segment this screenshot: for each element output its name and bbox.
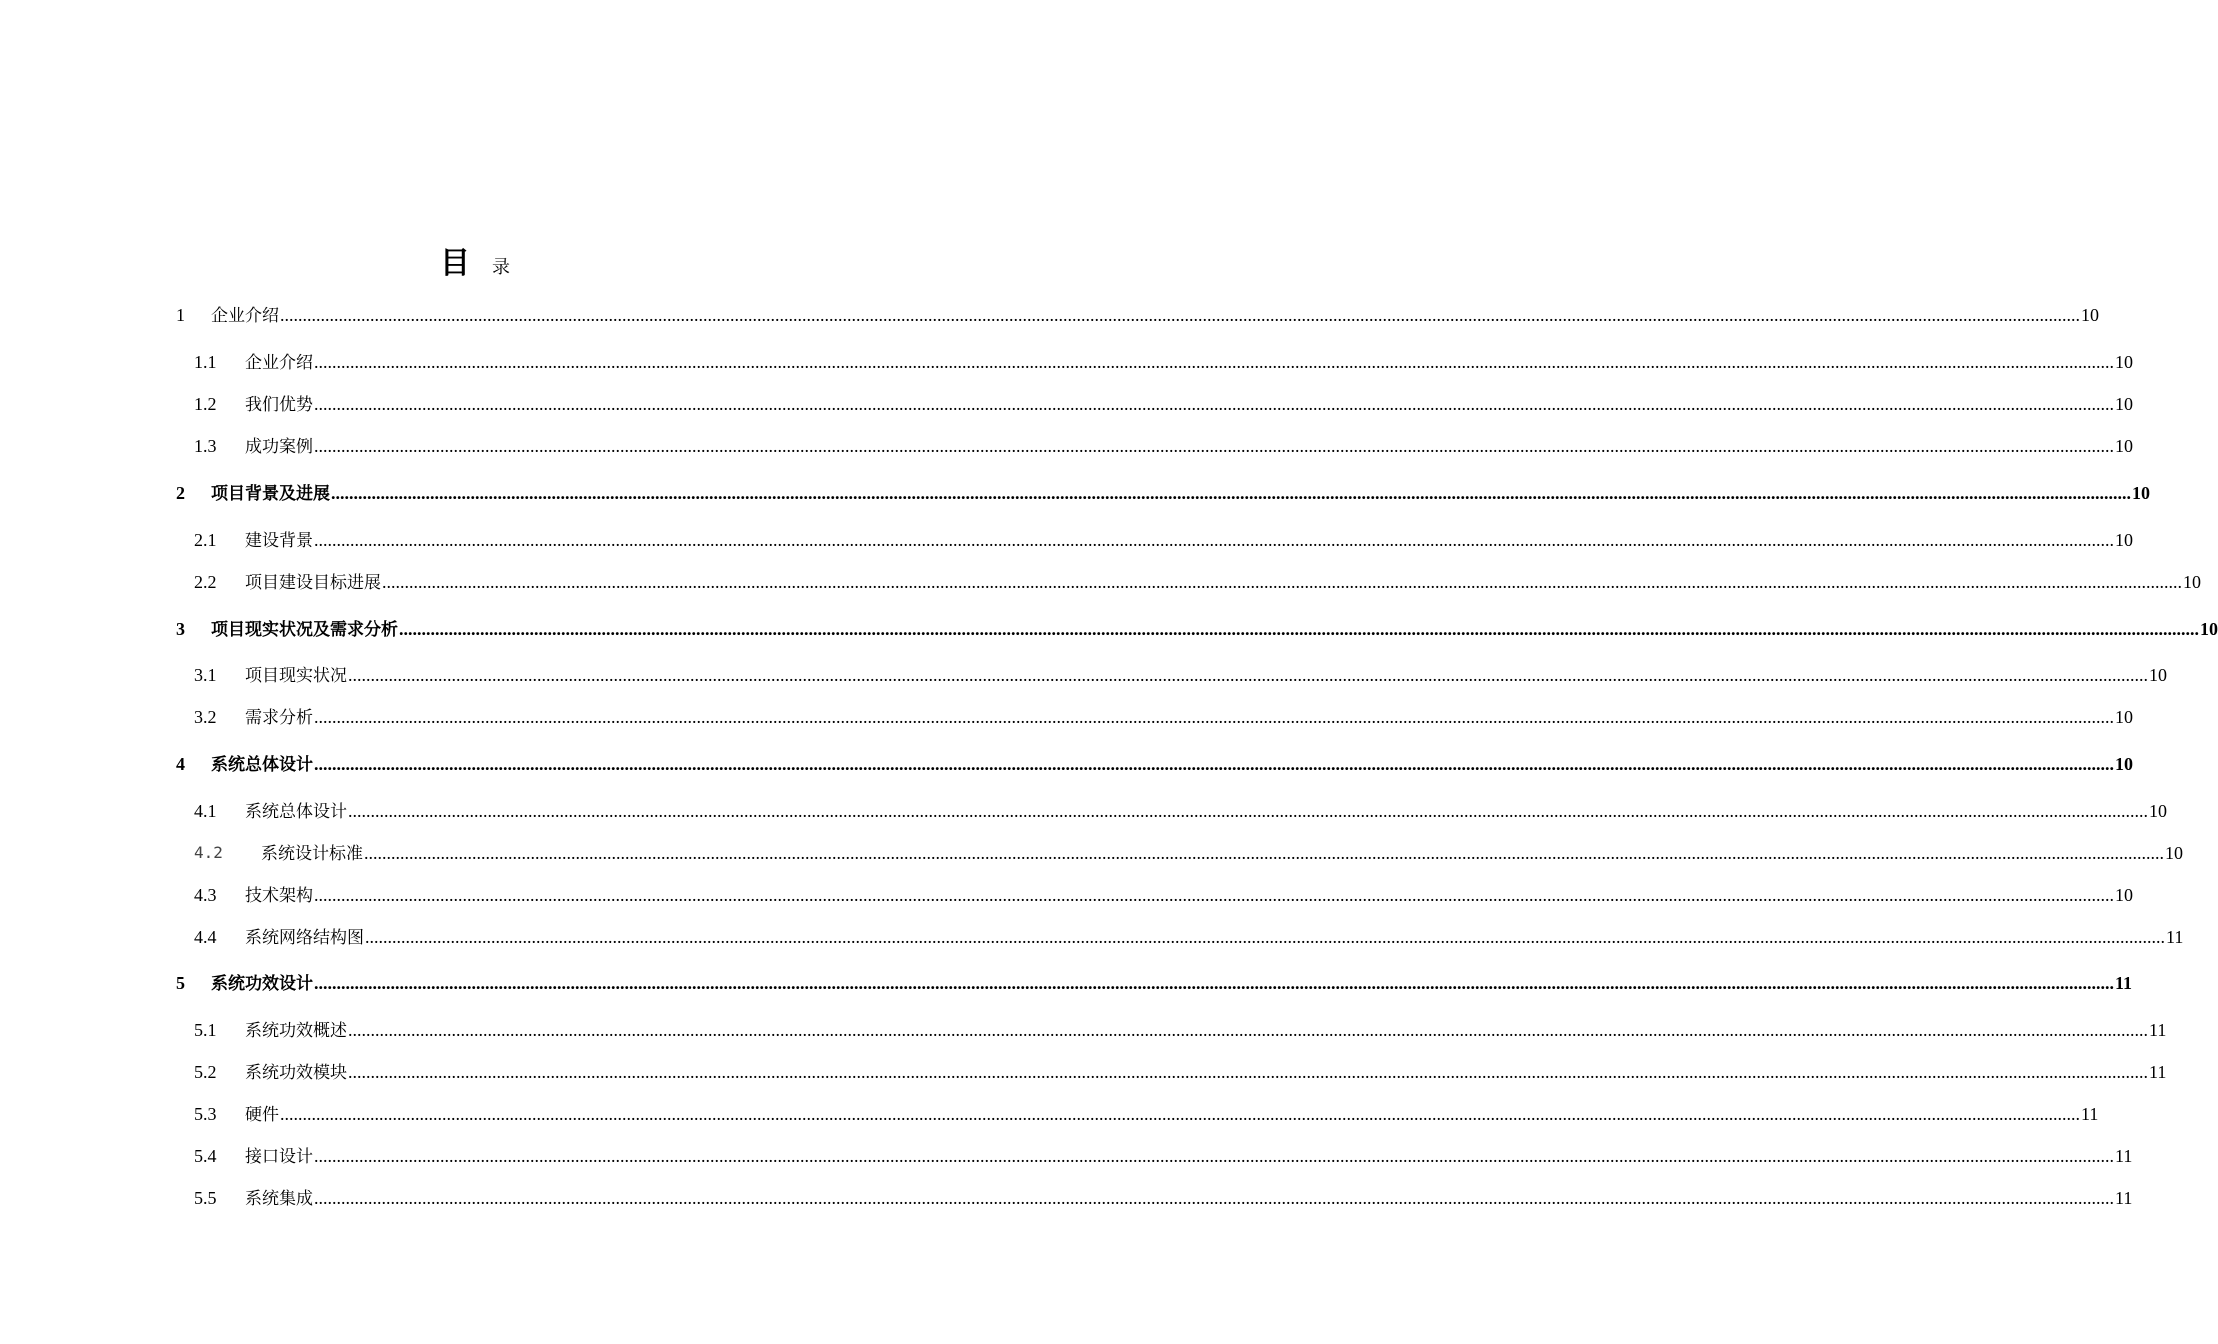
- toc-entry-title: 我们优势: [245, 395, 313, 415]
- toc-dot-leader: ................................................................................................................................................................................................................................................................................................................................................................................................................: [280, 1104, 2080, 1124]
- toc-entry-title: 企业介绍: [245, 353, 313, 373]
- toc-entry-leader: [245, 1018, 2167, 1043]
- toc-dot-leader: ................................................................................................................................................................................................................................................................................................................................................................................................................: [314, 885, 2114, 905]
- toc-entry-title: 系统设计标准: [261, 844, 363, 864]
- toc-entry-title: 硬件: [245, 1105, 279, 1125]
- toc-entry[interactable]: [0, 841, 2183, 865]
- toc-entry-title: 项目现实状况及需求分析: [211, 620, 398, 640]
- toc-entry-number: 2: [176, 483, 185, 503]
- toc-entry[interactable]: [0, 1060, 2167, 1084]
- toc-entry-page: 11: [2149, 1020, 2167, 1040]
- toc-entry[interactable]: [0, 971, 2133, 995]
- toc-entry-number: 5.3: [194, 1104, 217, 1124]
- toc-entry-number: 4.1: [194, 801, 217, 821]
- toc-entry-number: 4: [176, 754, 185, 774]
- toc-entry-leader: [245, 570, 2201, 595]
- toc-entry-leader: [211, 481, 2150, 506]
- toc-entry[interactable]: [0, 883, 2133, 907]
- toc-entry-leader: [245, 350, 2133, 375]
- toc-entry-page: 10: [2115, 394, 2133, 414]
- toc-entry-title: 系统总体设计: [245, 802, 347, 822]
- toc-entry[interactable]: [0, 1186, 2133, 1210]
- toc-entry-leader: [245, 528, 2133, 553]
- toc-entry-page: 10: [2200, 619, 2218, 639]
- toc-dot-leader: ................................................................................................................................................................................................................................................................................................................................................................................................................: [314, 394, 2114, 414]
- toc-entry-page: 10: [2115, 530, 2133, 550]
- toc-entry-leader: [245, 883, 2133, 908]
- toc-entry-number: 1.2: [194, 394, 217, 414]
- toc-entry-title: 成功案例: [245, 437, 313, 457]
- toc-entry-number: 3.2: [194, 707, 217, 727]
- toc-entry-title: 系统网络结构图: [245, 928, 364, 948]
- toc-entry-page: 11: [2166, 927, 2184, 947]
- toc-dot-leader: ................................................................................................................................................................................................................................................................................................................................................................................................................: [314, 530, 2114, 550]
- toc-entry-page: 10: [2149, 665, 2167, 685]
- toc-entry[interactable]: [0, 570, 2201, 594]
- toc-entry-number: 3: [176, 619, 185, 639]
- toc-entry-title: 技术架构: [245, 886, 313, 906]
- toc-entry-page: 10: [2115, 436, 2133, 456]
- toc-dot-leader: ................................................................................................................................................................................................................................................................................................................................................................................................................: [314, 707, 2114, 727]
- toc-entry-number: 4.3: [194, 885, 217, 905]
- toc-title-main: 目: [440, 246, 470, 281]
- toc-entry-page: 10: [2115, 885, 2133, 905]
- toc-entry-leader: [211, 752, 2133, 777]
- toc-entry-page: 10: [2165, 843, 2183, 863]
- toc-entry-page: 10: [2115, 754, 2133, 774]
- toc-entry-title: 项目现实状况: [245, 666, 347, 686]
- toc-entry[interactable]: [0, 1018, 2167, 1042]
- toc-entry-title: 系统集成: [245, 1189, 313, 1209]
- toc-entry-page: 11: [2115, 1188, 2133, 1208]
- toc-entry[interactable]: [0, 1102, 2099, 1126]
- toc-dot-leader: ................................................................................................................................................................................................................................................................................................................................................................................................................: [314, 973, 2114, 993]
- toc-dot-leader: ................................................................................................................................................................................................................................................................................................................................................................................................................: [314, 754, 2114, 774]
- toc-entry-number: 5.1: [194, 1020, 217, 1040]
- toc-entry[interactable]: [0, 528, 2133, 552]
- toc-entry[interactable]: [0, 481, 2150, 505]
- toc-dot-leader: ................................................................................................................................................................................................................................................................................................................................................................................................................: [314, 436, 2114, 456]
- toc-entry-title: 项目建设目标进展: [245, 573, 381, 593]
- toc-entry-leader: [245, 434, 2133, 459]
- toc-entry[interactable]: [0, 392, 2133, 416]
- toc-entry-leader: [245, 705, 2133, 730]
- toc-entry-page: 10: [2183, 572, 2201, 592]
- toc-entry-title: 系统功效概述: [245, 1021, 347, 1041]
- toc-entry[interactable]: [0, 1144, 2133, 1168]
- toc-entry-page: 10: [2115, 352, 2133, 372]
- toc-entry-page: 11: [2149, 1062, 2167, 1082]
- toc-entry-number: 5: [176, 973, 185, 993]
- toc-entry-number: 4.4: [194, 927, 217, 947]
- toc-dot-leader: ................................................................................................................................................................................................................................................................................................................................................................................................................: [314, 1146, 2114, 1166]
- toc-entry-title: 建设背景: [245, 531, 313, 551]
- toc-entry[interactable]: [0, 434, 2133, 458]
- toc-dot-leader: ................................................................................................................................................................................................................................................................................................................................................................................................................: [280, 305, 2080, 325]
- toc-dot-leader: ................................................................................................................................................................................................................................................................................................................................................................................................................: [382, 572, 2182, 592]
- toc-entry-title: 系统功效模块: [245, 1063, 347, 1083]
- toc-entry-title: 企业介绍: [211, 306, 279, 326]
- toc-entry-page: 10: [2081, 305, 2099, 325]
- toc-entry-number: 2.2: [194, 572, 217, 592]
- toc-entry[interactable]: [0, 799, 2167, 823]
- toc-entry[interactable]: [0, 705, 2133, 729]
- toc-entry-number: 5.4: [194, 1146, 217, 1166]
- toc-title: [0, 238, 950, 282]
- toc-entry-title: 系统总体设计: [211, 755, 313, 775]
- toc-entry-number: 5.5: [194, 1188, 217, 1208]
- toc-dot-leader: ................................................................................................................................................................................................................................................................................................................................................................................................................: [364, 843, 2164, 863]
- toc-entry-page: 11: [2115, 1146, 2133, 1166]
- toc-entry[interactable]: [0, 752, 2133, 776]
- toc-entry-page: 10: [2149, 801, 2167, 821]
- toc-dot-leader: ................................................................................................................................................................................................................................................................................................................................................................................................................: [348, 1020, 2148, 1040]
- toc-entry-number: 1: [176, 305, 185, 325]
- toc-entry[interactable]: [0, 303, 2099, 327]
- toc-dot-leader: ................................................................................................................................................................................................................................................................................................................................................................................................................: [348, 801, 2148, 821]
- toc-entry-page: 11: [2115, 973, 2133, 993]
- toc-entry-leader: [245, 1060, 2167, 1085]
- toc-entry-leader: [211, 617, 2218, 642]
- toc-entry-leader: [245, 799, 2167, 824]
- toc-dot-leader: ................................................................................................................................................................................................................................................................................................................................................................................................................: [314, 352, 2114, 372]
- toc-entry-leader: [211, 303, 2099, 328]
- toc-entry-number: 5.2: [194, 1062, 217, 1082]
- toc-entry-leader: [211, 971, 2133, 996]
- toc-entry[interactable]: [0, 617, 2218, 641]
- toc-entry-title: 接口设计: [245, 1147, 313, 1167]
- toc-dot-leader: ................................................................................................................................................................................................................................................................................................................................................................................................................: [348, 665, 2148, 685]
- toc-entry-leader: [261, 841, 2183, 866]
- toc-dot-leader: ................................................................................................................................................................................................................................................................................................................................................................................................................: [331, 483, 2131, 503]
- toc-title-sub: 录: [492, 257, 510, 278]
- toc-entry-number: 3.1: [194, 665, 217, 685]
- toc-entry-page: 11: [2081, 1104, 2099, 1124]
- toc-entry-leader: [245, 1102, 2099, 1127]
- toc-entry-title: 项目背景及进展: [211, 484, 330, 504]
- toc-entry[interactable]: [0, 663, 2167, 687]
- toc-dot-leader: ................................................................................................................................................................................................................................................................................................................................................................................................................: [365, 927, 2165, 947]
- toc-dot-leader: ................................................................................................................................................................................................................................................................................................................................................................................................................: [348, 1062, 2148, 1082]
- toc-entry-leader: [245, 1144, 2133, 1169]
- toc-entry-page: 10: [2132, 483, 2150, 503]
- toc-entry-number: 2.1: [194, 530, 217, 550]
- toc-entry[interactable]: [0, 925, 2184, 949]
- toc-entry-leader: [245, 392, 2133, 417]
- toc-entry-number: 1.3: [194, 436, 217, 456]
- toc-entry-leader: [245, 663, 2167, 688]
- toc-entry-leader: [245, 1186, 2133, 1211]
- toc-dot-leader: ................................................................................................................................................................................................................................................................................................................................................................................................................: [399, 619, 2199, 639]
- toc-entry-number: 4.2: [194, 843, 223, 862]
- toc-entry[interactable]: [0, 350, 2133, 374]
- toc-entry-page: 10: [2115, 707, 2133, 727]
- toc-entry-title: 需求分析: [245, 708, 313, 728]
- toc-dot-leader: ................................................................................................................................................................................................................................................................................................................................................................................................................: [314, 1188, 2114, 1208]
- toc-entry-leader: [245, 925, 2184, 950]
- toc-entry-number: 1.1: [194, 352, 217, 372]
- toc-entry-title: 系统功效设计: [211, 974, 313, 994]
